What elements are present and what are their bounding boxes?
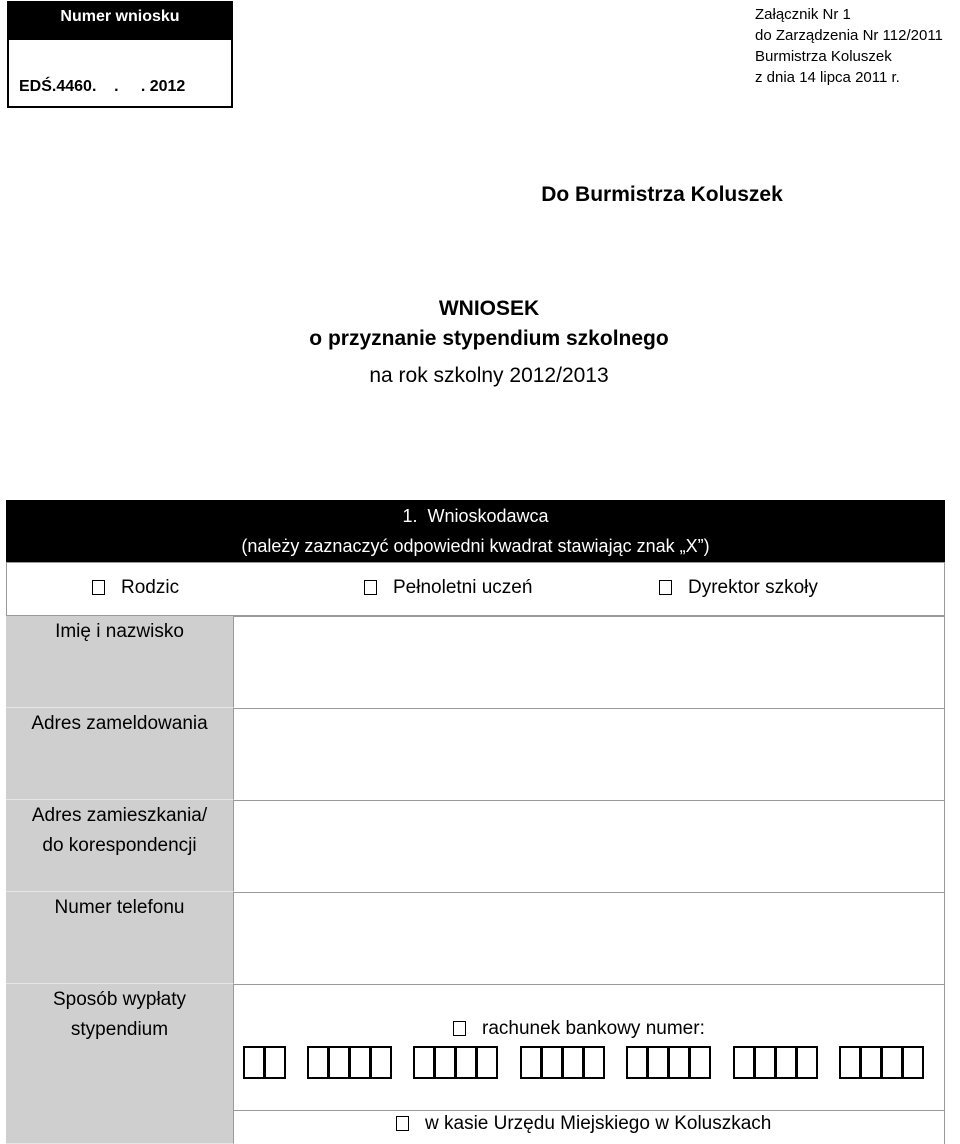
account-digit-box[interactable]	[541, 1046, 563, 1079]
account-digit-box[interactable]	[689, 1046, 711, 1079]
payment-option-cash[interactable]	[396, 1113, 771, 1135]
account-digit-box[interactable]	[733, 1046, 755, 1079]
section-applicant-header	[6, 500, 945, 562]
application-number-title: Numer wniosku	[9, 3, 231, 40]
applicant-option-adult-student[interactable]	[364, 577, 532, 599]
label-line: Sposób wypłaty	[52, 989, 187, 1010]
application-number-value: EDŚ.4460. . . 2012	[19, 78, 186, 95]
account-digit-box[interactable]	[328, 1046, 350, 1079]
account-digit-box[interactable]	[647, 1046, 669, 1079]
annex-line: z dnia 14 lipca 2011 r.	[755, 69, 900, 86]
document-title: WNIOSEK	[438, 297, 540, 320]
account-digit-box[interactable]	[626, 1046, 648, 1079]
label-line: Adres zamieszkania/	[31, 805, 208, 826]
label-line: Adres zameldowania	[31, 713, 208, 734]
field-label-registered-address	[6, 708, 234, 800]
field-label-payment-method	[6, 984, 234, 1144]
section-heading: 1. Wnioskodawca	[402, 506, 549, 526]
payment-divider	[234, 1110, 945, 1111]
checkbox-icon[interactable]	[92, 580, 105, 595]
payment-option-bank[interactable]	[453, 1018, 705, 1040]
annex-reference	[755, 4, 943, 88]
account-digit-box[interactable]	[860, 1046, 882, 1079]
account-digit-box[interactable]	[520, 1046, 542, 1079]
account-digit-box[interactable]	[668, 1046, 690, 1079]
annex-line: Burmistrza Koluszek	[755, 48, 892, 65]
field-label-residence-address	[6, 800, 234, 892]
section-instruction: (należy zaznaczyć odpowiedni kwadrat stawiając znak „X”)	[241, 536, 710, 556]
field-label-phone	[6, 892, 234, 984]
account-digit-box[interactable]	[754, 1046, 776, 1079]
annex-line: do Zarządzenia Nr 112/2011	[755, 27, 943, 44]
application-number-box	[7, 1, 233, 108]
residence-address-field[interactable]	[234, 800, 945, 892]
account-digit-box[interactable]	[370, 1046, 392, 1079]
document-subtitle: o przyznanie stypendium szkolnego	[309, 327, 669, 350]
registered-address-field[interactable]	[234, 708, 945, 800]
payment-option-label: w kasie Urzędu Miejskiego w Koluszkach	[425, 1113, 772, 1134]
label-line: do korespondencji	[42, 835, 197, 856]
label-line: Imię i nazwisko	[55, 621, 184, 642]
addressee: Do Burmistrza Koluszek	[541, 183, 783, 206]
field-label-name	[6, 616, 234, 708]
account-digit-box[interactable]	[902, 1046, 924, 1079]
label-line: stypendium	[70, 1019, 169, 1040]
account-digit-box[interactable]	[307, 1046, 329, 1079]
account-digit-box[interactable]	[881, 1046, 903, 1079]
account-digit-box[interactable]	[562, 1046, 584, 1079]
applicant-option-principal[interactable]	[659, 577, 818, 599]
applicant-type-row	[6, 562, 945, 616]
checkbox-icon[interactable]	[364, 580, 377, 595]
annex-line: Załącznik Nr 1	[755, 6, 851, 23]
applicant-option-label: Dyrektor szkoły	[688, 577, 818, 598]
applicant-option-label: Pełnoletni uczeń	[393, 577, 533, 598]
account-digit-box[interactable]	[434, 1046, 456, 1079]
account-digit-box[interactable]	[243, 1046, 265, 1079]
checkbox-icon[interactable]	[659, 580, 672, 595]
checkbox-icon[interactable]	[453, 1021, 466, 1036]
name-field[interactable]	[234, 616, 945, 708]
account-digit-box[interactable]	[796, 1046, 818, 1079]
account-digit-box[interactable]	[455, 1046, 477, 1079]
account-digit-box[interactable]	[349, 1046, 371, 1079]
account-digit-box[interactable]	[264, 1046, 286, 1079]
applicant-option-parent[interactable]	[92, 577, 179, 599]
account-digit-box[interactable]	[839, 1046, 861, 1079]
school-year: na rok szkolny 2012/2013	[369, 364, 609, 387]
applicant-details-table	[6, 616, 945, 1144]
phone-field[interactable]	[234, 892, 945, 984]
applicant-option-label: Rodzic	[121, 577, 180, 598]
account-digit-box[interactable]	[476, 1046, 498, 1079]
account-digit-box[interactable]	[583, 1046, 605, 1079]
payment-option-label: rachunek bankowy numer:	[482, 1018, 705, 1039]
label-line: Numer telefonu	[54, 897, 185, 918]
account-digit-box[interactable]	[413, 1046, 435, 1079]
checkbox-icon[interactable]	[396, 1116, 409, 1131]
account-digit-box[interactable]	[775, 1046, 797, 1079]
